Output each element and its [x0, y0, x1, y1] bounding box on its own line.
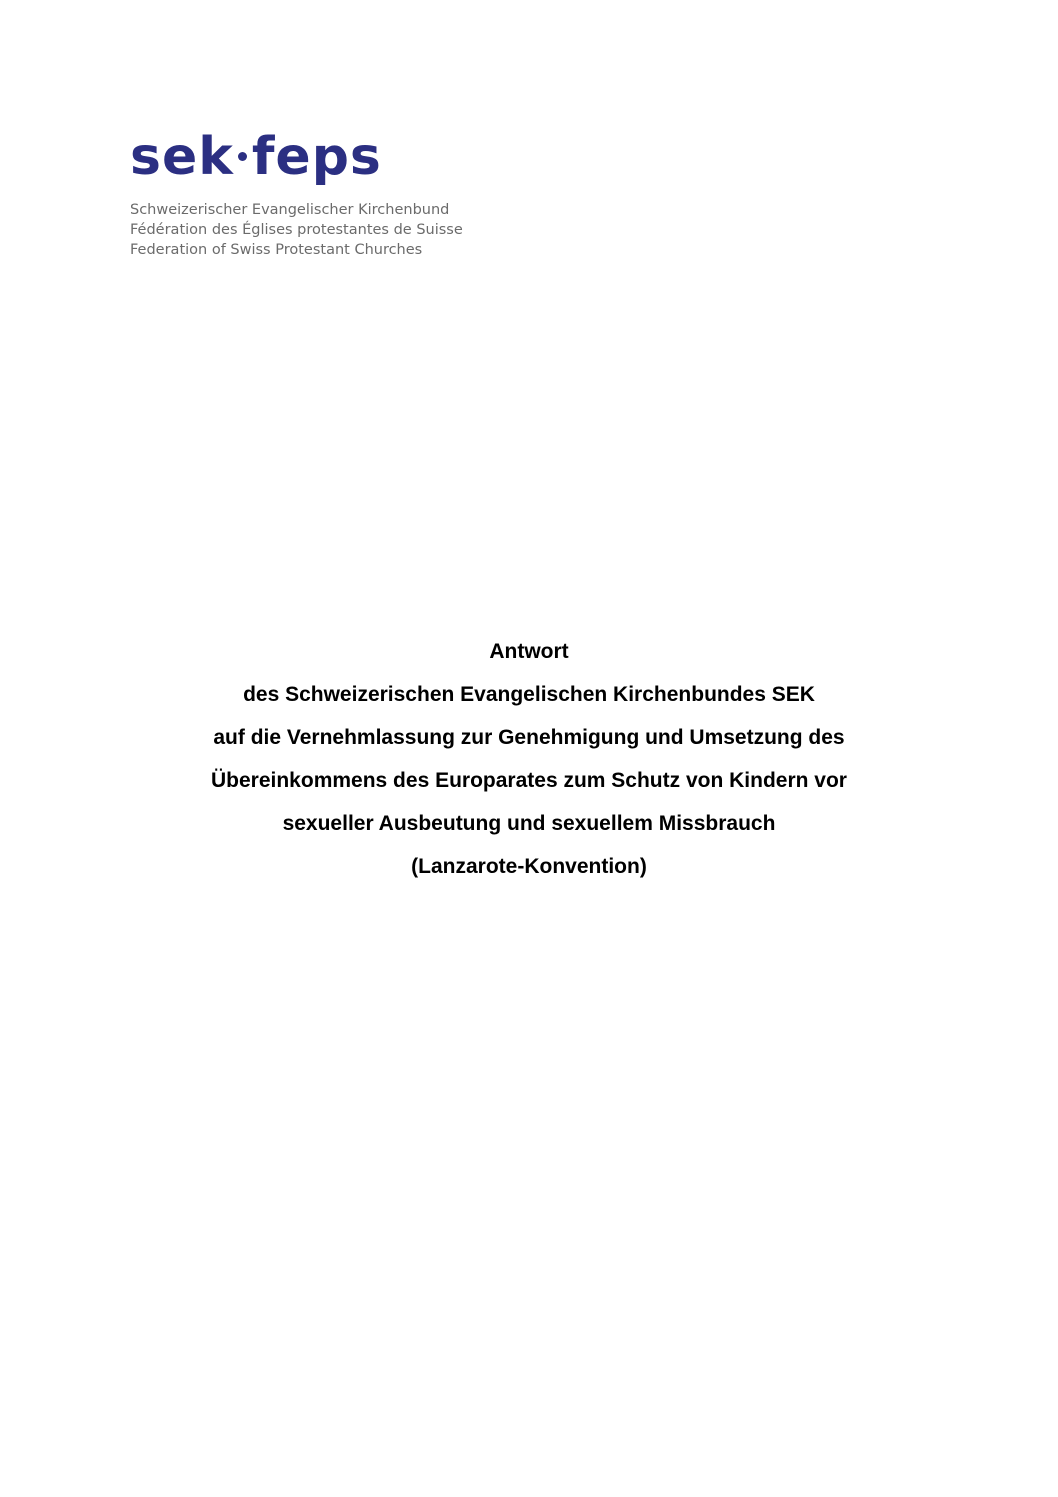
logo-wordmark	[130, 128, 490, 186]
logo-line-german: Schweizerischer Evangelischer Kirchenbund	[130, 202, 450, 218]
title-line-2: des Schweizerischen Evangelischen Kirchenbundes SEK	[243, 683, 815, 706]
title-line-4: Übereinkommens des Europarates zum Schutz von Kindern vor	[211, 769, 847, 792]
logo	[130, 128, 490, 260]
document-title	[0, 630, 1058, 888]
title-line-1: Antwort	[489, 640, 569, 663]
logo-word-sek: sek	[130, 127, 234, 187]
logo-dot-icon	[238, 152, 247, 161]
logo-line-french: Fédération des Églises protestantes de Suisse	[130, 222, 463, 238]
logo-subtitle	[130, 200, 490, 260]
logo-line-english: Federation of Swiss Protestant Churches	[130, 242, 423, 258]
title-line-5: sexueller Ausbeutung und sexuellem Missbrauch	[282, 812, 776, 835]
title-line-3: auf die Vernehmlassung zur Genehmigung und Umsetzung des	[213, 726, 845, 749]
logo-word-feps: feps	[251, 127, 382, 187]
title-line-6: (Lanzarote-Konvention)	[411, 855, 647, 878]
